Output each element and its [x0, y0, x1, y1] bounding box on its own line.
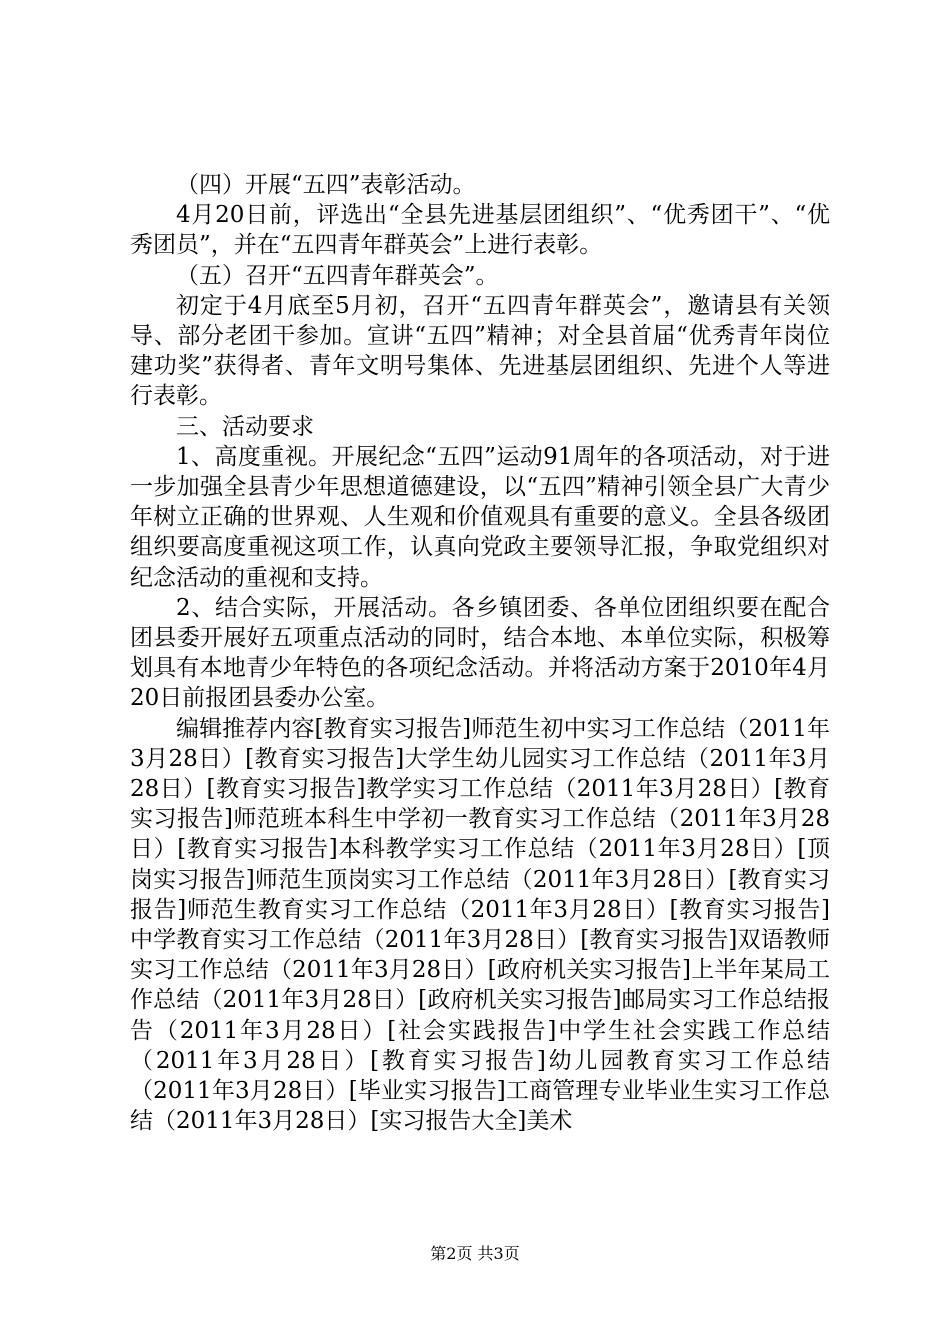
paragraph-recommended-content: 编辑推荐内容[教育实习报告]师范生初中实习工作总结（2011年3月28日）[教育实习报告]大学生幼儿园实习工作总结（2011年3月28日）[教育实习报告]教学实习工作总结（2011年3月28日）[教育实习报告]师范班本科生中学初一教育实习工作总结（2011年3月28日）[教育实习报告]本科教学实习工作总结（2011年3月28日）[顶岗实习报告]师范生顶岗实习工作总结（2011年3月28日）[教育实习报告]师范生教育实习工作总结（2011年3月28日）[教育实习报告]中学教育实习工作总结（2011年3月28日）[教育实习报告]双语教师实习工作总结（2011年3月28日）[政府机关实习报告]上半年某局工作总结（2011年3月28日）[政府机关实习报告]邮局实习工作总结报告（2011年3月28日）[社会实践报告]中学生社会实践工作总结（2011年3月28日）[教育实习报告]幼儿园教育实习工作总结（2011年3月28日）[毕业实习报告]工商管理专业毕业生实习工作总结（2011年3月28日）[实习报告大全]美术	[130, 715, 830, 1135]
paragraph-requirement-2: 2、结合实际，开展活动。各乡镇团委、各单位团组织要在配合团县委开展好五项重点活动的同时，结合本地、本单位实际，积极筹划具有本地青少年特色的各项纪念活动。并将活动方案于2010年4月20日前报团县委办公室。	[130, 594, 830, 712]
page-footer	[0, 1244, 950, 1264]
page-indicator: 第2页 共3页	[430, 1244, 520, 1263]
paragraph-awards: 4月20日前，评选出“全县先进基层团组织”、“优秀团干”、“优秀团员”，并在“五四青年群英会”上进行表彰。	[130, 202, 830, 259]
paragraph-requirement-1: 1、高度重视。开展纪念“五四”运动91周年的各项活动，对于进一步加强全县青少年思想道德建设，以“五四”精神引领全县广大青少年树立正确的世界观、人生观和价值观具有重要的意义。全县各级团组织要高度重视这项工作，认真向党政主要领导汇报，争取党组织对纪念活动的重视和支持。	[130, 443, 830, 591]
section-heading-4: （四）开展“五四”表彰活动。	[176, 172, 476, 198]
paragraph-youth-meeting: 初定于4月底至5月初，召开“五四青年群英会”，邀请县有关领导、部分老团干参加。宣讲“五四”精神；对全县首届“优秀青年岗位建功奖”获得者、青年文明号集体、先进基层团组织、先进个人等进行表彰。	[130, 292, 830, 410]
document-body	[130, 170, 830, 1137]
section-heading-requirements: 三、活动要求	[176, 413, 314, 440]
section-heading-5: （五）召开“五四青年群英会”。	[176, 262, 499, 289]
